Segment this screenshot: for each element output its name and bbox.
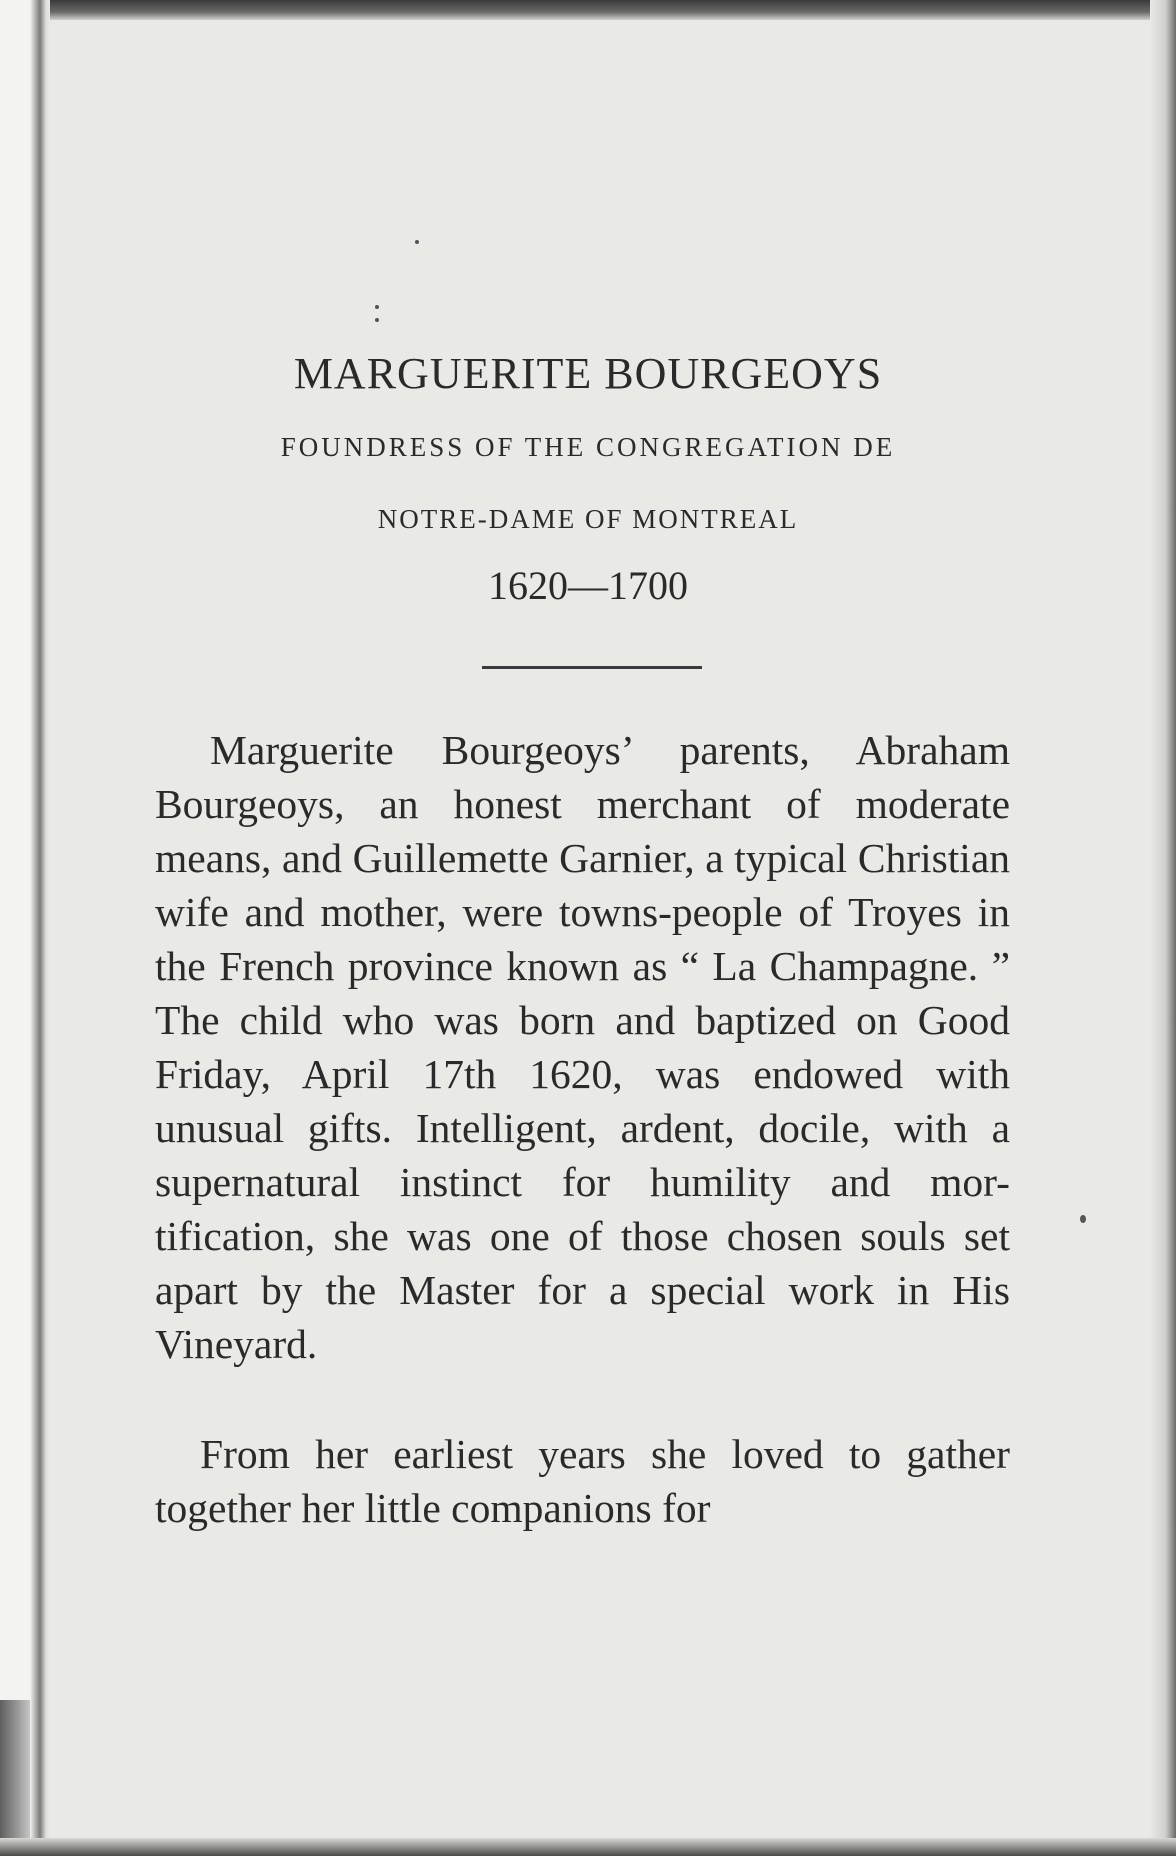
page-title: MARGUERITE BOURGEOYS — [293, 349, 883, 398]
page-right-edge — [1150, 0, 1176, 1856]
ink-speck — [375, 305, 379, 309]
section-divider — [482, 666, 702, 669]
page-top-edge — [0, 0, 1176, 20]
book-binding — [0, 0, 50, 1856]
page-bottom-edge — [0, 1838, 1176, 1856]
ink-speck — [415, 240, 419, 244]
body-paragraph: Marguerite Bourgeoys’ parents, Abraham Bourgeoys, an honest merchant of moderate means, and Guillemette Garnier, a typical Christian wife and mother, were towns-people of Troyes in the French province known as “ La Champagne. ” The child who was born and baptized on Good Friday, April 17th 1620, was endowed with unusual gifts. Intelligent, ardent, docile, with a supernatural instinct for humility and mor-tification, she was one of those chosen souls set apart by the Master for a special work in His Vineyard. — [155, 727, 1010, 1367]
subtitle-line-2: NOTRE-DAME OF MONTREAL — [377, 504, 799, 534]
binding-shadow — [0, 1700, 30, 1856]
ink-speck — [1080, 1215, 1086, 1223]
life-dates: 1620—1700 — [488, 563, 688, 608]
body-paragraph: From her earliest years she loved to gather together her little companions for — [155, 1431, 1010, 1531]
subtitle-line-1: FOUNDRESS OF THE CONGREGATION DE — [280, 432, 896, 462]
ink-speck — [375, 318, 379, 322]
